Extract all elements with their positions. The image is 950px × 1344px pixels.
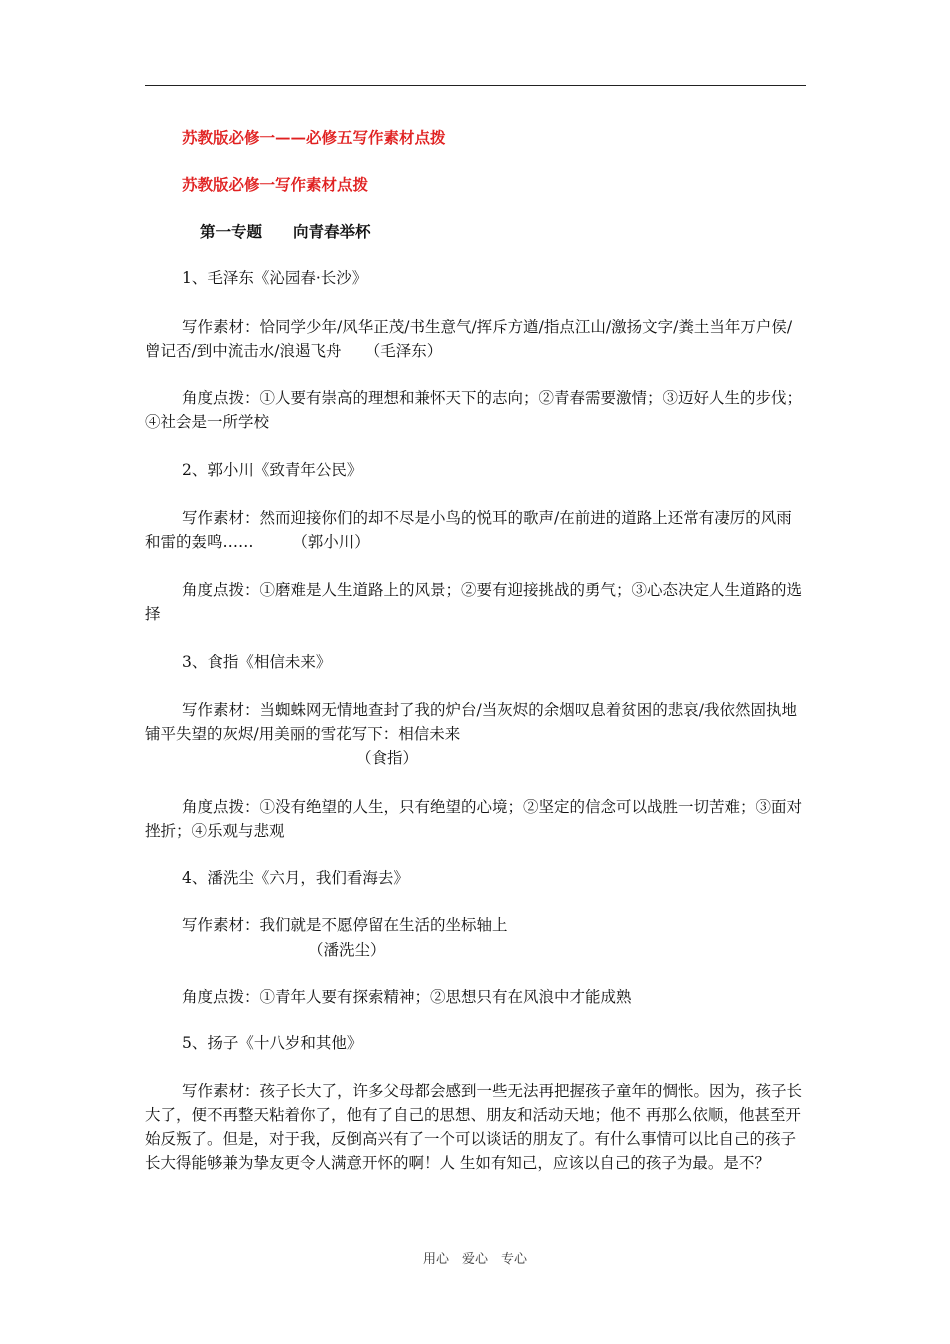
item-heading: 5、扬子《十八岁和其他》 [182,1034,363,1052]
item-author: （食指） [356,749,419,767]
header-rule [145,85,806,86]
item-material: 写作素材：恰同学少年/风华正茂/书生意气/挥斥方遒/指点江山/激扬文字/粪土当年万户侯/曾记否/到中流击水/浪遏飞舟 （毛泽东） [145,318,793,360]
item-angle: 角度点拨：①人要有崇高的理想和兼怀天下的志向；②青春需要激情；③迈好人生的步伐；④社会是一所学校 [145,389,803,431]
item-angle: 角度点拨：①没有绝望的人生，只有绝望的心境；②坚定的信念可以战胜一切苦难；③面对挫折；④乐观与悲观 [145,798,803,840]
item-material: 写作素材：然而迎接你们的却不尽是小鸟的悦耳的歌声/在前进的道路上还常有凄厉的风雨和雷的轰鸣…… （郭小川） [145,509,792,551]
document-subtitle: 苏教版必修一写作素材点拨 [182,175,369,194]
item-angle: 角度点拨：①磨难是人生道路上的风景；②要有迎接挑战的勇气；③心态决定人生道路的选择 [145,581,803,623]
item-heading: 4、潘洗尘《六月，我们看海去》 [182,869,409,887]
item-heading: 3、食指《相信未来》 [182,653,332,671]
item-material: 写作素材：当蜘蛛网无情地查封了我的炉台/当灰烬的余烟叹息着贫困的悲哀/我依然固执地铺平失望的灰烬/用美丽的雪花写下：相信未来 [145,701,797,743]
document-title: 苏教版必修一——必修五写作素材点拨 [182,128,446,147]
page-footer: 用心 爱心 专心 [422,1252,527,1267]
item-heading: 1、毛泽东《沁园春·长沙》 [182,269,368,287]
item-heading: 2、郭小川《致青年公民》 [182,461,363,479]
item-material: 写作素材：我们就是不愿停留在生活的坐标轴上 [182,916,508,934]
item-author: （潘洗尘） [308,941,386,959]
item-angle: 角度点拨：①青年人要有探索精神；②思想只有在风浪中才能成熟 [182,988,632,1006]
topic-heading: 第一专题 向青春举杯 [200,222,371,241]
item-material: 写作素材：孩子长大了，许多父母都会感到一些无法再把握孩子童年的惆怅。因为，孩子长大了，便不再整天粘着你了，他有了自己的思想、朋友和活动天地；他不 再那么依顺，他甚至开始反叛了。但是，对于我，反倒高兴有了一个可以谈话的朋友了。有什么事情可以比自己的孩子长大得能够兼为挚友更令人满意开怀的啊！人 生如有知己，应该以自己的孩子为最。是不？ [145,1082,803,1172]
